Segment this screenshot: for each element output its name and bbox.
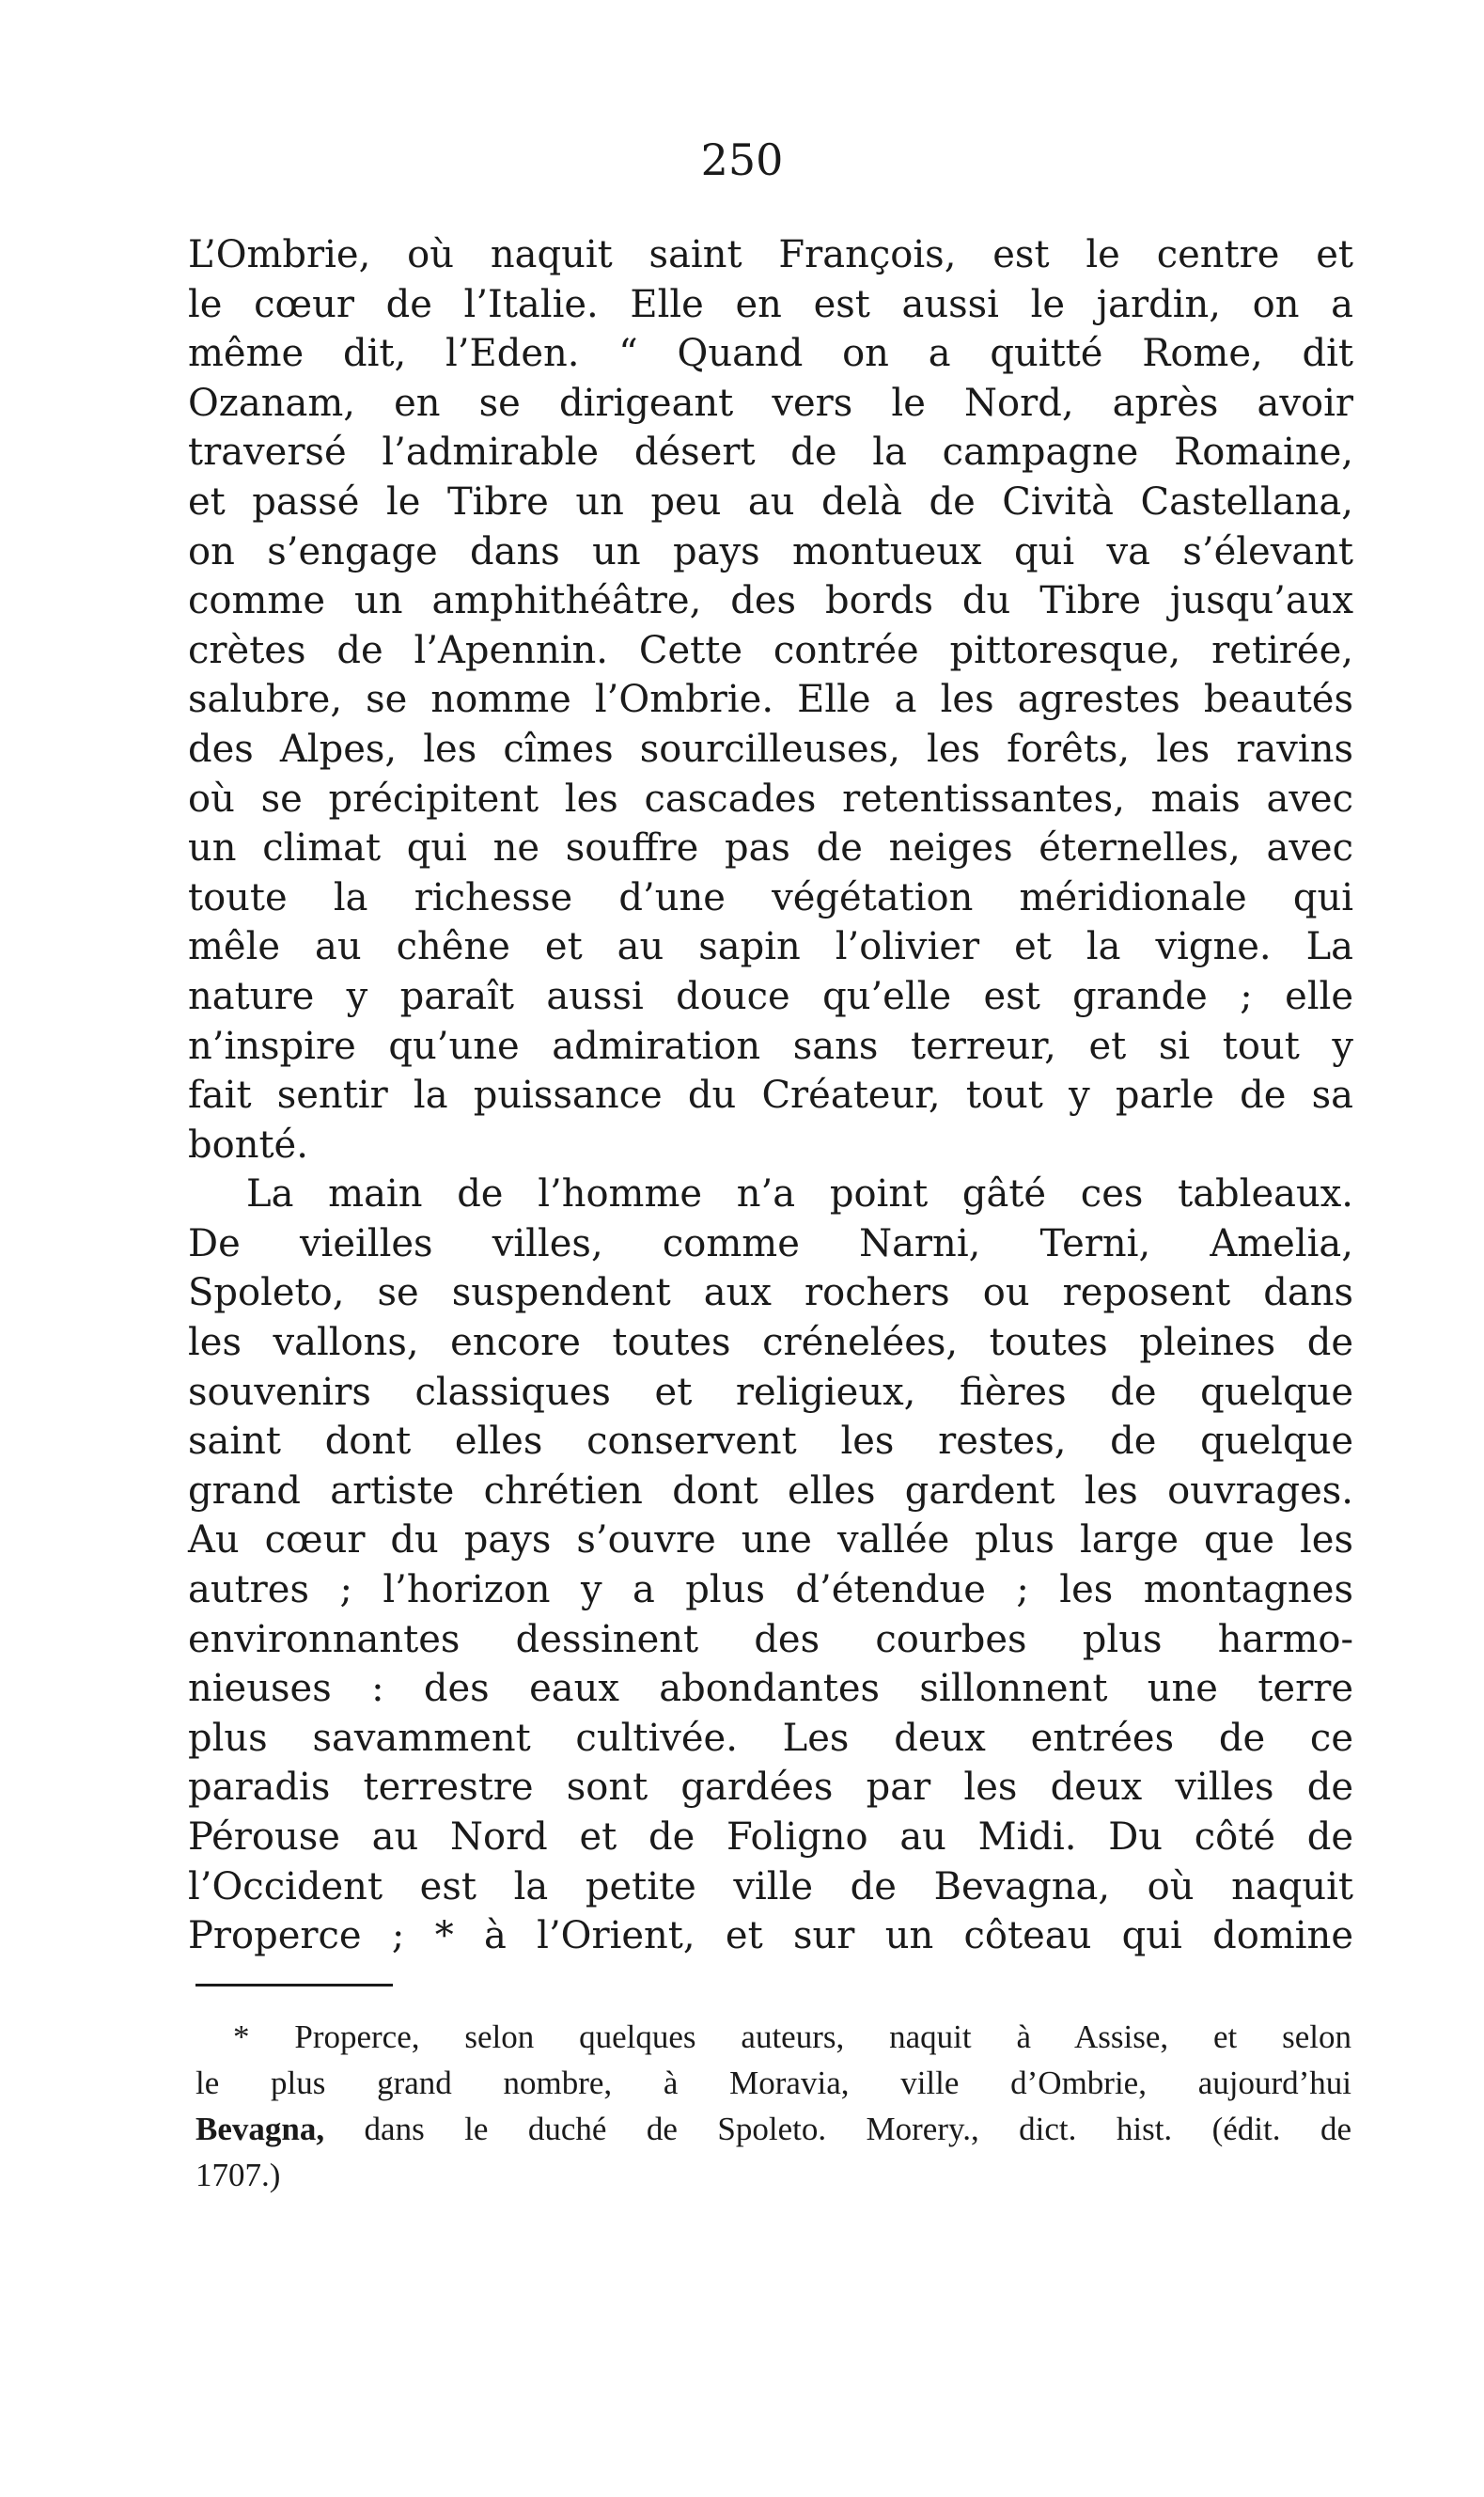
footnote-bold-term: Bevagna, xyxy=(195,2111,325,2147)
footnote-line: * Properce, selon quelques auteurs, naquit à Assise, et selon xyxy=(233,2018,1351,2055)
text-line: comme un amphithéâtre, des bords du Tibre jusqu’aux xyxy=(188,579,1353,623)
paragraph-first-line: La main de l’homme n’a point gâté ces tableaux. xyxy=(246,1172,1353,1217)
text-line: mêle au chêne et au sapin l’olivier et la vigne. La xyxy=(188,925,1353,969)
footnote-line xyxy=(195,2106,1351,2152)
text-line: saint dont elles conservent les restes, de quelque xyxy=(188,1420,1353,1464)
page-number: 250 xyxy=(700,134,784,185)
text-line: Spoleto, se suspendent aux rochers ou reposent dans xyxy=(188,1271,1353,1315)
footnote-divider xyxy=(195,1984,393,1987)
text-line: des Alpes, les cîmes sourcilleuses, les forêts, les ravins xyxy=(188,727,1353,771)
text-line: n’inspire qu’une admiration sans terreur, et si tout y xyxy=(188,1024,1353,1068)
text-line: De vieilles villes, comme Narni, Terni, Amelia, xyxy=(188,1221,1353,1265)
footnote-line: le plus grand nombre, à Moravia, ville d’Ombrie, aujourd’hui xyxy=(195,2065,1351,2101)
text-line: les vallons, encore toutes crénelées, toutes pleines de xyxy=(188,1321,1353,1365)
text-line: un climat qui ne souffre pas de neiges éternelles, avec xyxy=(188,826,1353,871)
text-line: traversé l’admirable désert de la campagne Romaine, xyxy=(188,431,1353,475)
text-line: souvenirs classiques et religieux, fières de quelque xyxy=(188,1370,1353,1414)
text-line: Pérouse au Nord et de Foligno au Midi. Du côté de xyxy=(188,1815,1353,1859)
footnote-line-rest: dans le duché de Spoleto. Morery., dict. hist. (édit. de xyxy=(324,2111,1351,2147)
text-line: même dit, l’Eden. “ Quand on a quitté Rome, dit xyxy=(188,332,1353,376)
text-line: crètes de l’Apennin. Cette contrée pittoresque, retirée, xyxy=(188,628,1353,672)
body-text xyxy=(188,230,1353,1961)
text-line: autres ; l’horizon y a plus d’étendue ; les montagnes xyxy=(188,1568,1353,1612)
text-line: paradis terrestre sont gardées par les deux villes de xyxy=(188,1766,1353,1810)
text-line: Au cœur du pays s’ouvre une vallée plus large que les xyxy=(188,1518,1353,1563)
text-line: plus savamment cultivée. Les deux entrées de ce xyxy=(188,1716,1353,1760)
footnote-line: 1707.) xyxy=(195,2157,281,2193)
text-line: Ozanam, en se dirigeant vers le Nord, après avoir xyxy=(188,381,1353,425)
text-line: fait sentir la puissance du Créateur, tout y parle de sa xyxy=(188,1074,1353,1118)
text-line: environnantes dessinent des courbes plus harmo- xyxy=(188,1617,1353,1661)
text-line: bonté. xyxy=(188,1123,308,1167)
text-line: l’Occident est la petite ville de Bevagna, où naquit xyxy=(188,1864,1353,1908)
text-line: toute la richesse d’une végétation méridionale qui xyxy=(188,875,1353,919)
text-line: et passé le Tibre un peu au delà de Cività Castellana, xyxy=(188,479,1353,524)
text-line: Properce ; * à l’Orient, et sur un côteau qui domine xyxy=(188,1914,1353,1958)
text-line: nieuses : des eaux abondantes sillonnent une terre xyxy=(188,1667,1353,1711)
text-line: L’Ombrie, où naquit saint François, est le centre et xyxy=(188,233,1353,276)
text-line: on s’engage dans un pays montueux qui va s’élevant xyxy=(188,529,1353,573)
text-line: le cœur de l’Italie. Elle en est aussi le jardin, on a xyxy=(188,282,1353,326)
text-line: nature y paraît aussi douce qu’elle est grande ; elle xyxy=(188,974,1353,1018)
text-line: salubre, se nomme l’Ombrie. Elle a les agrestes beautés xyxy=(188,678,1353,722)
footnote xyxy=(195,2014,1351,2198)
text-line: où se précipitent les cascades retentissantes, mais avec xyxy=(188,777,1353,821)
text-line: grand artiste chrétien dont elles gardent les ouvrages. xyxy=(188,1468,1353,1513)
